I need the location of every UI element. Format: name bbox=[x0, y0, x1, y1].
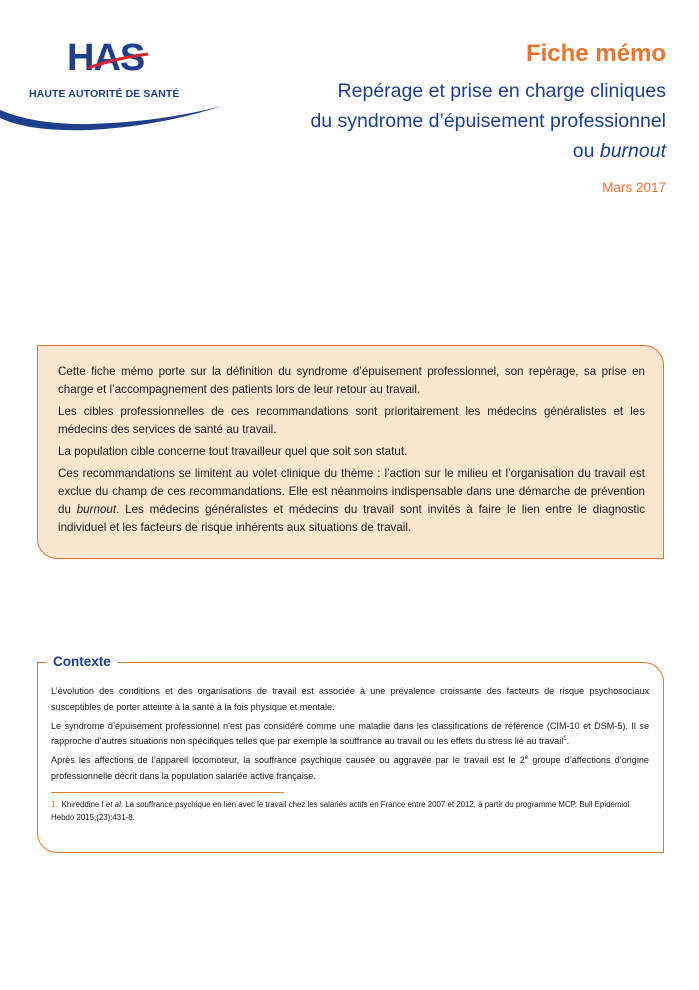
document-kind: Fiche mémo bbox=[525, 40, 666, 67]
title-line-3-prefix: ou bbox=[572, 140, 600, 162]
footnote-etal: et al bbox=[105, 799, 121, 809]
footnote-number: 1. bbox=[51, 799, 58, 809]
intro-paragraph-4 bbox=[58, 465, 645, 537]
has-logo bbox=[0, 30, 230, 140]
document-title bbox=[310, 76, 666, 166]
footnote-divider bbox=[51, 792, 284, 793]
title-line-1: Repérage et prise en charge cliniques bbox=[337, 80, 666, 102]
title-block bbox=[310, 38, 666, 195]
logo-letters: HAS bbox=[67, 37, 145, 79]
intro-paragraph-4-end: . Les médecins généralistes et médecins du travail sont invités à faire le lien entre le diagnostic individuel et les facteurs de risque inhérents aux situations de travail. bbox=[58, 503, 645, 534]
title-line-3-emphasis: burnout bbox=[599, 140, 666, 162]
context-paragraph-2-end: . bbox=[566, 736, 570, 747]
logo-swoosh-red-icon bbox=[86, 50, 156, 80]
footnote-reference: 1 bbox=[563, 736, 567, 743]
context-paragraph-3 bbox=[51, 753, 649, 785]
logo-swoosh-blue-icon bbox=[0, 92, 230, 140]
footnote bbox=[51, 798, 649, 824]
footnote-author: Khireddine I bbox=[61, 799, 106, 809]
context-paragraph-3-start: Après les affections de l’appareil locomoteur, la souffrance psychique causée ou aggravée par le travail est le 2 bbox=[51, 755, 525, 766]
intro-paragraph-1: Cette fiche mémo porte sur la définition du syndrome d’épuisement professionnel, son repérage, sa prise en charge et l’accompagnement des patients lors de leur retour au travail. bbox=[58, 365, 645, 396]
context-box bbox=[37, 654, 664, 853]
context-paragraph-3-end: groupe d’affections d’origine professionnelle décrit dans la population salariée active française. bbox=[51, 755, 649, 781]
context-paragraph-2-text: Le syndrome d’épuisement professionnel n’est pas considéré comme une maladie dans les classifications de référence (CIM-10 et DSM-5). Il se rapproche d’autres situations non spécifiques telles que par exemple la souffrance au travail ou les effets du stress lié au travail bbox=[51, 720, 649, 747]
logo-subtitle: HAUTE AUTORITÉ DE SANTÉ bbox=[29, 88, 180, 100]
intro-paragraph-2: Les cibles professionnelles de ces recommandations sont prioritairement les médecins généralistes et les médecins des services de santé au travail. bbox=[58, 405, 645, 436]
context-heading: Contexte bbox=[47, 653, 117, 671]
intro-paragraph-4-start: Ces recommandations se limitent au volet clinique du thème : l’action sur le milieu et l’organisation du travail est exclue du champ de ces recommandations. Elle est néanmoins indispensable dans une démarche de prévention du bbox=[58, 467, 645, 516]
document-date: Mars 2017 bbox=[602, 180, 666, 195]
intro-paragraph-3: La population cible concerne tout travailleur quel que soit son statut. bbox=[58, 445, 408, 458]
context-paragraph-2 bbox=[51, 719, 649, 751]
footnote-text: . La souffrance psychique en lien avec le travail chez les salariés actifs en France entre 2007 et 2012, à partir du programme MCP. Bull Epidémiol Hebdo 2015;(23):431-8. bbox=[51, 799, 630, 822]
context-paragraph-1: L’évolution des conditions et des organisations de travail est associée à une prévalence croissante des facteurs de risque psychosociaux susceptibles de porter atteinte à la santé à la fois physique et mentale. bbox=[51, 686, 649, 712]
ordinal-superscript: e bbox=[524, 755, 529, 762]
title-line-3 bbox=[310, 136, 666, 166]
title-line-2: du syndrome d’épuisement professionnel bbox=[310, 110, 666, 132]
intro-box bbox=[37, 345, 664, 559]
intro-paragraph-4-emphasis: burnout bbox=[76, 503, 117, 516]
